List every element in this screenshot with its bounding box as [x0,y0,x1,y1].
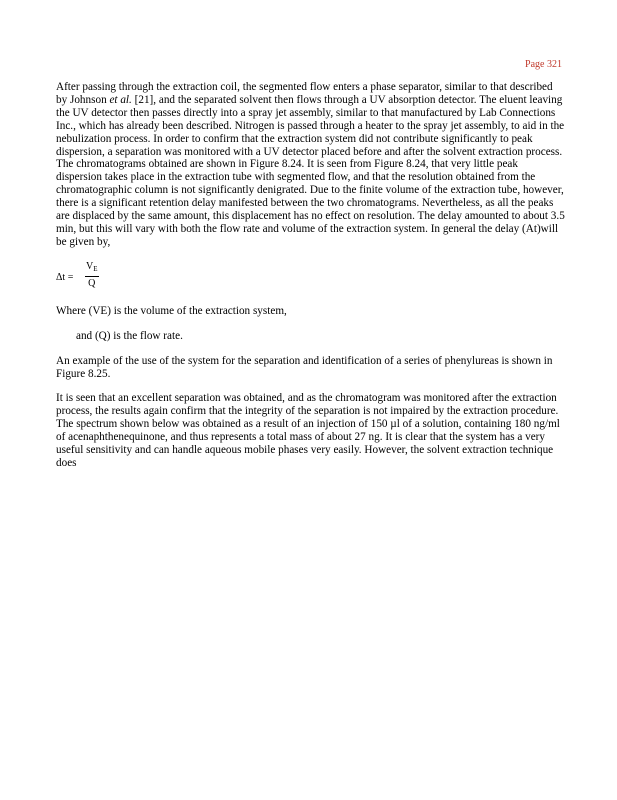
delay-equation [56,261,566,297]
fraction-denominator: Q [88,277,96,289]
numerator-v: V [86,260,94,272]
where-line: Where (VE) is the volume of the extraction system, [56,304,287,317]
paragraph-separation-result: It is seen that an excellent separation was obtained, and as the chromatogram was monitored after the extraction process, the results again confirm that the integrity of the separation is not impaired by the extraction procedure. The spectrum shown below was obtained as a result of an injection of 150 µl of a solution, containing 180 ng/ml of acenaphthenequinone, and thus represents a total mass of about 27 ng. It is clear that the system has a very useful sensitivity and can handle aqueous mobile phases very easily. However, the solvent extraction technique does [56,392,560,469]
and-line: and (Q) is the flow rate. [76,329,183,342]
equation-fraction [85,261,99,290]
paragraph1-text-b: [21], and the separated solvent then flows through a UV absorption detector. The eluent leaving the UV detector then passes directly into a spray jet assembly, similar to that manufactured by Lab Connections Inc., which has already been described. Nitrogen is passed through a heater to the spray jet assembly, to aid in the nebulization process. In order to confirm that the extraction system did not contribute significantly to peak dispersion, a separation was monitored with a UV detector placed before and after the solvent extraction process. The chromatograms obtained are shown in Figure 8.24. It is seen from Figure 8.24, that very little peak dispersion takes place in the extraction tube with segmented flow, and that the resolution obtained from the chromatographic column is not significantly denigrated. Due to the finite volume of the extraction tube, however, there is a significant retention delay manifested between the two chromatograms. Nevertheless, as all the peaks are displaced by the same amount, this displacement has no effect on resolution. The delay amounted to about 3.5 min, but this will vary with both the flow rate and volume of the extraction system. In general the delay (At)will be given by, [56,93,565,248]
fraction-numerator [85,261,99,277]
paragraph1-text-a: After passing through the extraction coil, the segmented flow enters a phase separator, similar to that described by Johnson [56,81,553,106]
paragraph-extraction-process [56,81,566,249]
paragraph-phenylureas: An example of the use of the system for the separation and identification of a series of phenylureas is shown in Figure 8.25. [56,354,553,380]
page-number: Page 321 [525,59,562,70]
equation-lhs: Δt = [56,271,74,283]
etal-italic: et al. [109,93,132,106]
document-body [56,81,566,482]
numerator-subscript: E [93,264,98,273]
